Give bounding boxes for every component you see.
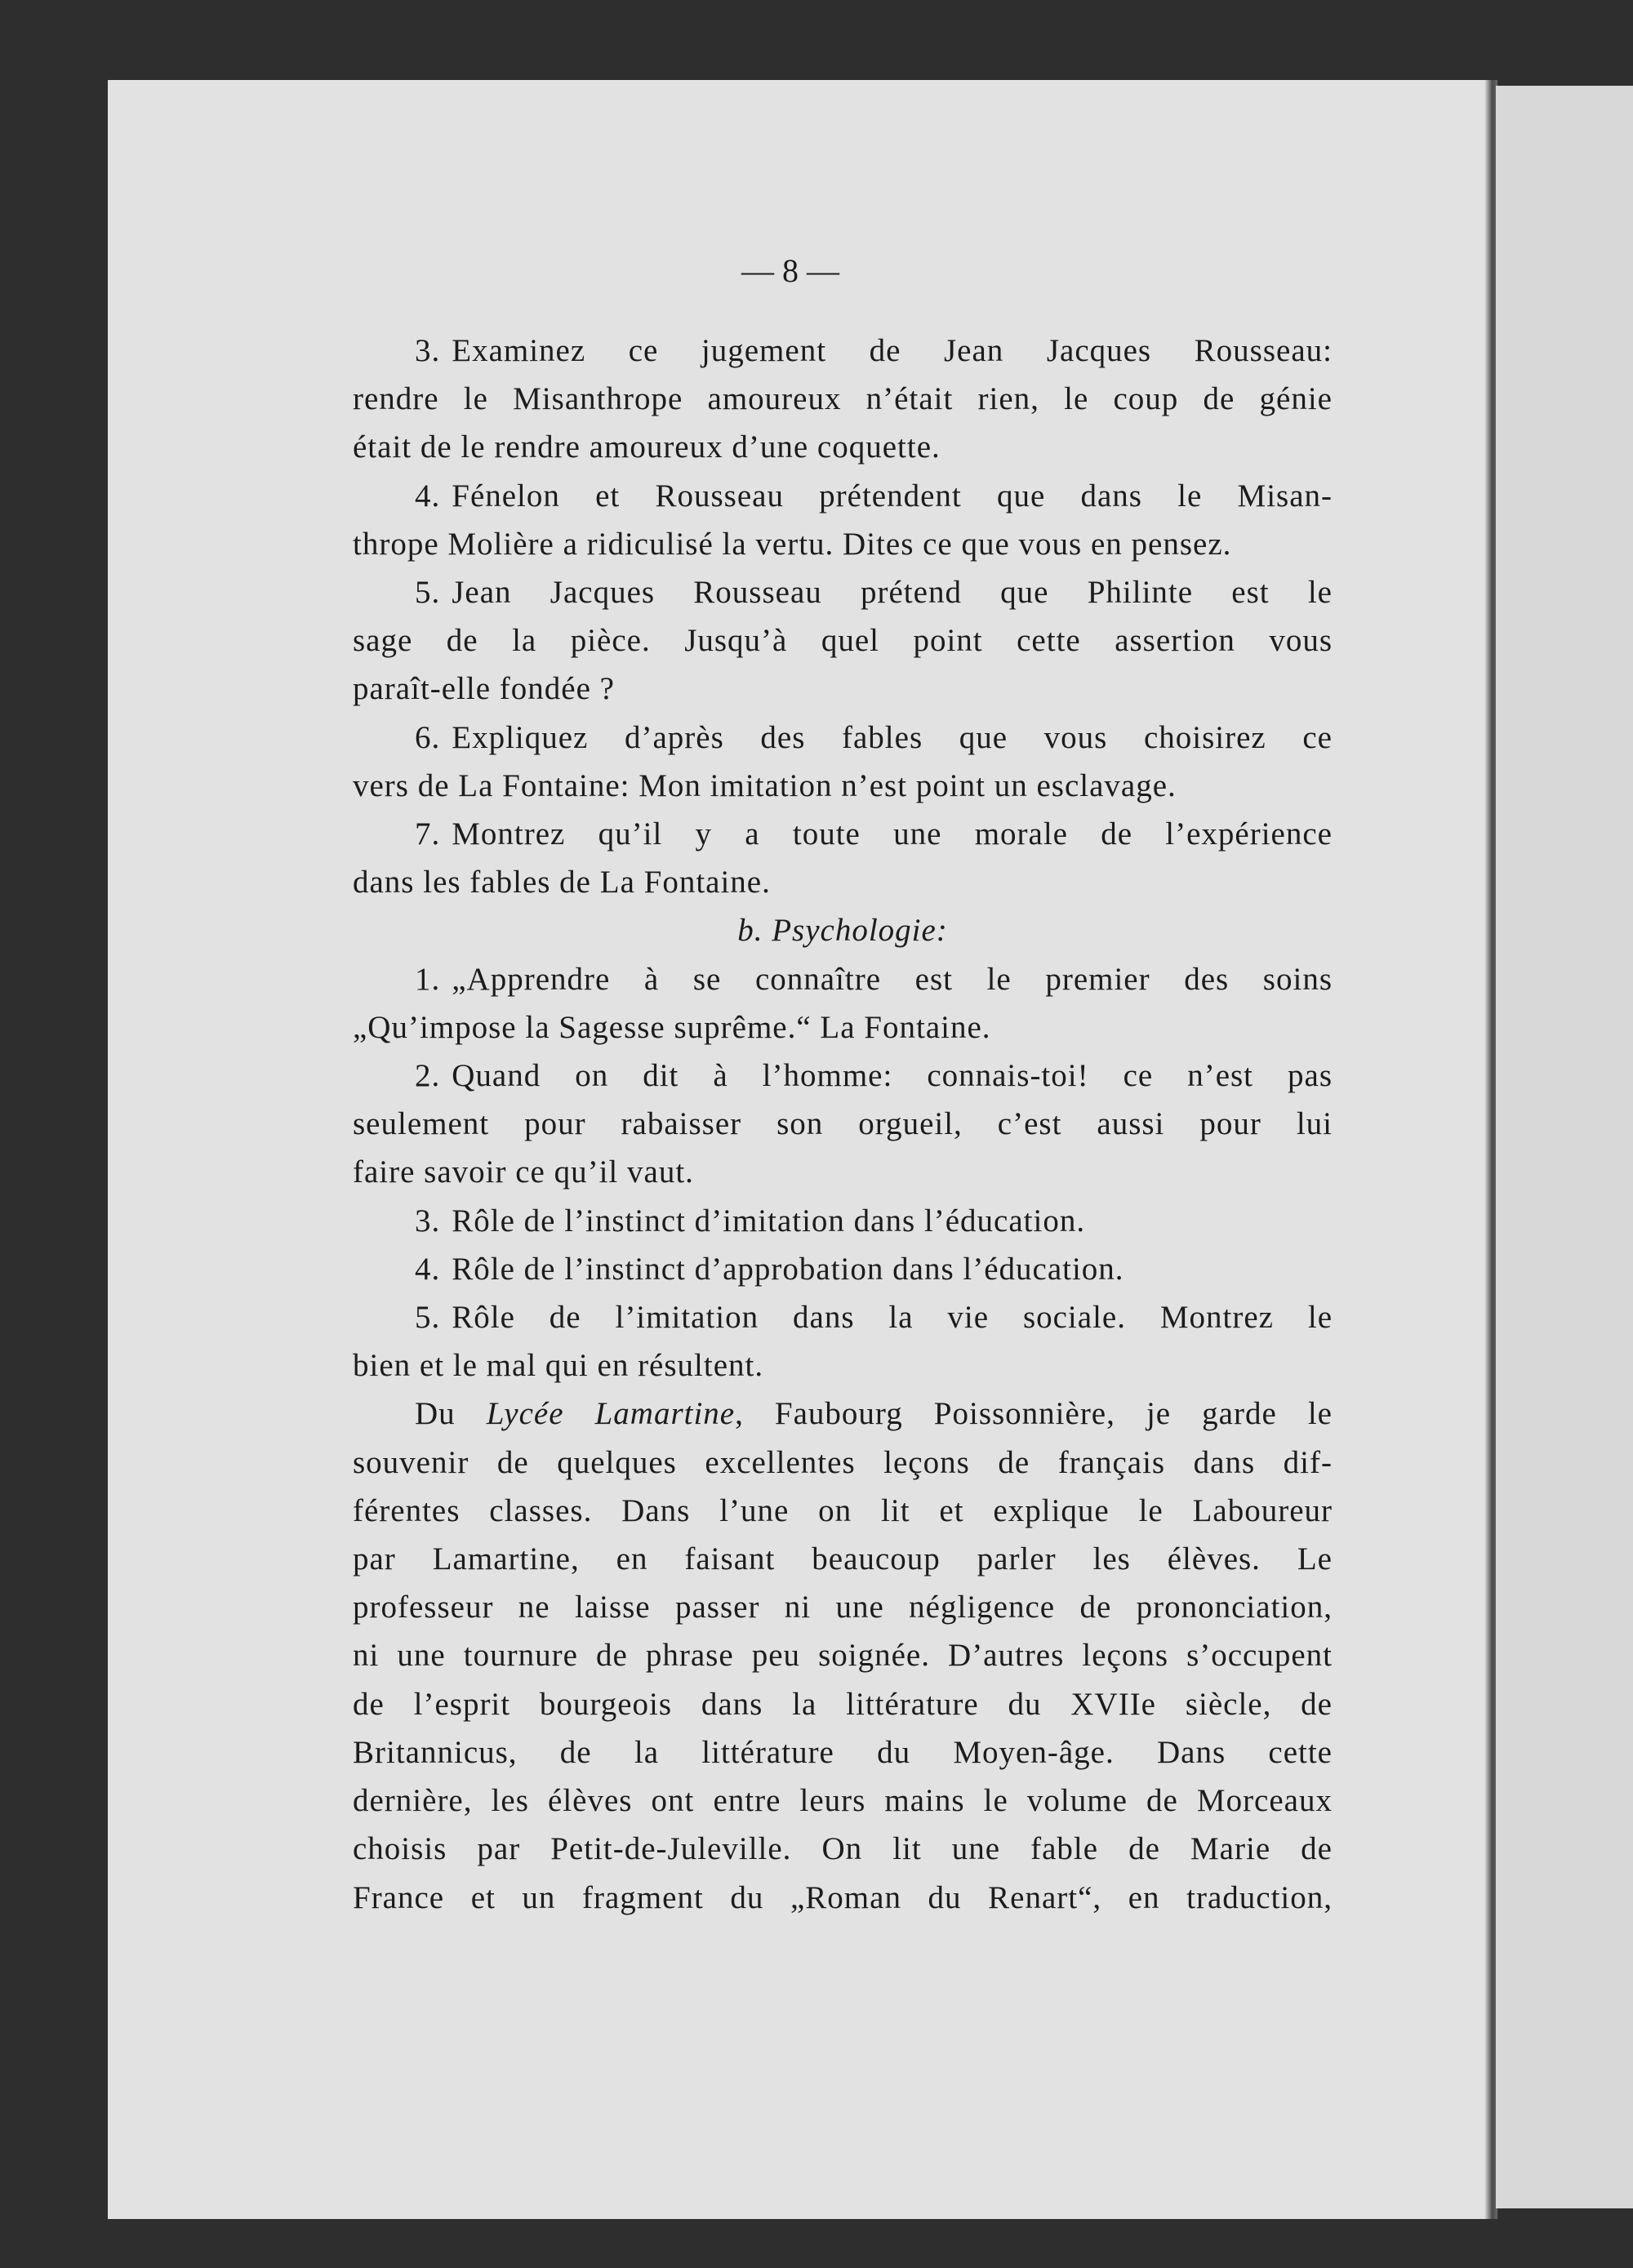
- list-item-line: [353, 472, 1333, 520]
- item-number: 4.: [415, 478, 441, 514]
- item-text: faire savoir ce qu’il vaut.: [353, 1154, 694, 1190]
- item-text: bien et le mal qui en résultent.: [353, 1348, 764, 1384]
- item-text: Quand on dit à l’homme: connais-toi! ce n’est pas: [452, 1058, 1333, 1094]
- list-item-line: [353, 1293, 1333, 1341]
- paragraph-line: choisis par Petit-de-Juleville. On lit une fable de Marie de: [353, 1831, 1333, 1867]
- paragraph-line: Du Lycée Lamartine, Faubourg Poissonnière, je garde le: [415, 1396, 1333, 1432]
- paragraph-line: férentes classes. Dans l’une on lit et explique le Laboureur: [353, 1492, 1333, 1528]
- item-text: rendre le Misanthrope amoureux n’était rien, le coup de génie: [353, 381, 1333, 417]
- item-text: sage de la pièce. Jusqu’à quel point cette assertion vous: [353, 623, 1333, 659]
- item-text: Fénelon et Rousseau prétendent que dans le Misan-: [452, 478, 1333, 514]
- list-item-line: [353, 616, 1333, 665]
- item-text: thrope Molière a ridiculisé la vertu. Dites ce que vous en pensez.: [353, 526, 1232, 562]
- item-text: Montrez qu’il y a toute une morale de l’expérience: [452, 816, 1333, 852]
- list-item-line: [353, 375, 1333, 423]
- list-item-line: [353, 1052, 1333, 1100]
- item-text: Jean Jacques Rousseau prétend que Philinte est le: [452, 575, 1333, 611]
- item-text: Rôle de l’instinct d’imitation dans l’éducation.: [452, 1203, 1086, 1239]
- psychology-list: [353, 955, 1333, 1390]
- list-item-line: [353, 1100, 1333, 1148]
- page-number: — 8 —: [741, 252, 839, 289]
- item-text: vers de La Fontaine: Mon imitation n’est point un esclavage.: [353, 767, 1177, 803]
- item-number: 3.: [415, 1203, 441, 1239]
- paragraph-line: professeur ne laisse passer ni une négligence de prononciation,: [353, 1590, 1333, 1625]
- question-list: [353, 327, 1333, 906]
- item-number: 5.: [415, 575, 441, 611]
- list-item-line: [353, 858, 1333, 906]
- paragraph-line: Britannicus, de la littérature du Moyen-âge. Dans cette: [353, 1734, 1333, 1770]
- item-text: paraît-elle fondée ?: [353, 671, 615, 707]
- item-number: 1.: [415, 961, 441, 997]
- list-item-line: [353, 520, 1333, 568]
- list-item-line: [353, 1245, 1333, 1293]
- paragraph-line: de l’esprit bourgeois dans la littérature du XVIIe siècle, de: [353, 1686, 1333, 1722]
- page-text: [353, 327, 1333, 1922]
- section-heading: b. Psychologie:: [737, 913, 948, 949]
- list-item-line: [353, 1341, 1333, 1390]
- list-item-line: [353, 714, 1333, 762]
- body-paragraph: [353, 1390, 1333, 1921]
- item-number: 7.: [415, 816, 441, 852]
- item-text: était de le rendre amoureux d’une coquette.: [353, 429, 941, 465]
- list-item-line: [353, 1003, 1333, 1052]
- item-number: 6.: [415, 719, 441, 755]
- school-name: Lycée Lamartine: [486, 1396, 736, 1432]
- list-item-line: [353, 423, 1333, 471]
- item-number: 2.: [415, 1058, 441, 1094]
- adjacent-page-edge: [1496, 86, 1633, 2208]
- paragraph-line: souvenir de quelques excellentes leçons de français dans dif-: [353, 1444, 1333, 1480]
- paragraph-line: France et un fragment du „Roman du Renart“, en traduction,: [353, 1879, 1333, 1915]
- item-text: Examinez ce jugement de Jean Jacques Rousseau:: [452, 333, 1333, 368]
- list-item-line: [353, 762, 1333, 810]
- list-item-line: [353, 327, 1333, 375]
- item-text: Rôle de l’imitation dans la vie sociale. Montrez le: [452, 1300, 1333, 1336]
- item-text: Rôle de l’instinct d’approbation dans l’éducation.: [452, 1251, 1124, 1287]
- item-text: Expliquez d’après des fables que vous choisirez ce: [452, 719, 1333, 755]
- item-text: dans les fables de La Fontaine.: [353, 865, 771, 901]
- paragraph-line: ni une tournure de phrase peu soignée. D’autres leçons s’occupent: [353, 1638, 1333, 1674]
- item-text: „Apprendre à se connaître est le premier des soins: [452, 961, 1333, 997]
- item-text: „Qu’impose la Sagesse suprême.“ La Fontaine.: [353, 1009, 991, 1045]
- list-item-line: [353, 1197, 1333, 1245]
- list-item-line: [353, 955, 1333, 1003]
- list-item-line: [353, 1148, 1333, 1196]
- item-text: seulement pour rabaisser son orgueil, c’est aussi pour lui: [353, 1106, 1333, 1142]
- item-number: 5.: [415, 1300, 441, 1336]
- item-number: 3.: [415, 333, 441, 368]
- list-item-line: [353, 665, 1333, 713]
- list-item-line: [353, 810, 1333, 858]
- list-item-line: [353, 568, 1333, 616]
- item-number: 4.: [415, 1251, 441, 1287]
- paragraph-line: par Lamartine, en faisant beaucoup parler les élèves. Le: [353, 1541, 1333, 1577]
- paragraph-line: dernière, les élèves ont entre leurs mains le volume de Morceaux: [353, 1783, 1333, 1819]
